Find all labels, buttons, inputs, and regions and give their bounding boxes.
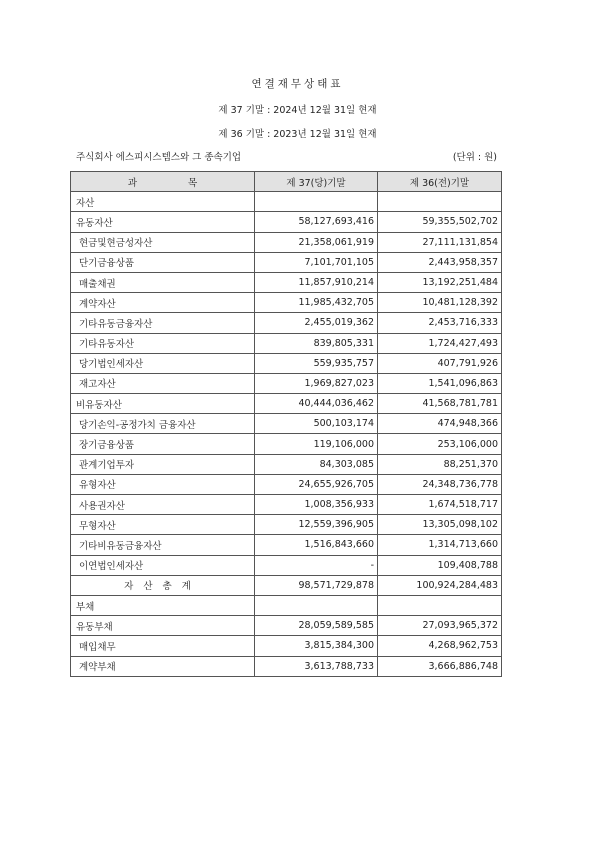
total-assets-row: [71, 575, 502, 595]
prior-value: 109,408,788: [378, 555, 502, 575]
row-label: 당기손익-공정가치 금융자산: [71, 414, 255, 434]
current-value: 58,127,693,416: [255, 212, 378, 232]
row-label: 자산총계: [71, 575, 255, 595]
row-label: 무형자산: [71, 515, 255, 535]
period-current: 제 37 기말 : 2024년 12월 31일 현재: [218, 105, 377, 116]
prior-value: 474,948,366: [378, 414, 502, 434]
current-value: 12,559,396,905: [255, 515, 378, 535]
current-value: 40,444,036,462: [255, 394, 378, 414]
current-value: 3,613,788,733: [255, 656, 378, 676]
row-label: 유형자산: [71, 474, 255, 494]
current-value: 1,008,356,933: [255, 495, 378, 515]
table-row: [71, 212, 502, 232]
current-value: 11,985,432,705: [255, 293, 378, 313]
current-value: 559,935,757: [255, 353, 378, 373]
current-value: [255, 595, 378, 615]
header-current-period: 제 37(당)기말: [255, 172, 378, 192]
company-name: 주식회사 에스피시스템스와 그 종속기업: [76, 152, 242, 163]
table-row: [71, 333, 502, 353]
table-row: [71, 656, 502, 676]
row-label: 비유동자산: [71, 394, 255, 414]
prior-value: 88,251,370: [378, 454, 502, 474]
table-row: [71, 616, 502, 636]
table-row: [71, 232, 502, 252]
prior-value: 41,568,781,781: [378, 394, 502, 414]
current-value: 119,106,000: [255, 434, 378, 454]
prior-value: 10,481,128,392: [378, 293, 502, 313]
balance-sheet-table: [70, 171, 502, 677]
prior-value: 13,192,251,484: [378, 272, 502, 292]
table-row: [71, 313, 502, 333]
row-label: 기타유동금융자산: [71, 313, 255, 333]
prior-value: [378, 192, 502, 212]
table-row: [71, 474, 502, 494]
row-label: 매출채권: [71, 272, 255, 292]
prior-value: 4,268,962,753: [378, 636, 502, 656]
table-row: [71, 272, 502, 292]
row-label: 유동자산: [71, 212, 255, 232]
row-label: 장기금융상품: [71, 434, 255, 454]
row-label: 자산: [71, 192, 255, 212]
prior-value: 2,453,716,333: [378, 313, 502, 333]
table-row: [71, 434, 502, 454]
current-value: 500,103,174: [255, 414, 378, 434]
table-row: [71, 353, 502, 373]
prior-value: [378, 595, 502, 615]
prior-value: 13,305,098,102: [378, 515, 502, 535]
current-value: 11,857,910,214: [255, 272, 378, 292]
current-value: 28,059,589,585: [255, 616, 378, 636]
prior-value: 3,666,886,748: [378, 656, 502, 676]
row-label: 관계기업투자: [71, 454, 255, 474]
row-label: 부채: [71, 595, 255, 615]
current-value: 2,455,019,362: [255, 313, 378, 333]
prior-value: 1,541,096,863: [378, 373, 502, 393]
row-label: 계약자산: [71, 293, 255, 313]
prior-value: 1,724,427,493: [378, 333, 502, 353]
prior-value: 59,355,502,702: [378, 212, 502, 232]
prior-value: 27,111,131,854: [378, 232, 502, 252]
current-value: 98,571,729,878: [255, 575, 378, 595]
row-label: 기타유동자산: [71, 333, 255, 353]
current-value: 21,358,061,919: [255, 232, 378, 252]
row-label: 유동부채: [71, 616, 255, 636]
prior-value: 1,674,518,717: [378, 495, 502, 515]
table-row: [71, 293, 502, 313]
table-row: [71, 495, 502, 515]
table-row: [71, 555, 502, 575]
current-value: 7,101,701,105: [255, 252, 378, 272]
prior-value: 27,093,965,372: [378, 616, 502, 636]
current-value: 1,516,843,660: [255, 535, 378, 555]
row-label: 사용권자산: [71, 495, 255, 515]
prior-value: 100,924,284,483: [378, 575, 502, 595]
prior-value: 24,348,736,778: [378, 474, 502, 494]
period-prior: 제 36 기말 : 2023년 12월 31일 현재: [218, 129, 377, 140]
current-value: 84,303,085: [255, 454, 378, 474]
row-label: 단기금융상품: [71, 252, 255, 272]
table-row: [71, 394, 502, 414]
section-row-liabilities: [71, 595, 502, 615]
table-row: [71, 636, 502, 656]
current-value: [255, 192, 378, 212]
table-row: [71, 454, 502, 474]
row-label: 현금및현금성자산: [71, 232, 255, 252]
row-label: 재고자산: [71, 373, 255, 393]
current-value: -: [255, 555, 378, 575]
table-row: [71, 535, 502, 555]
row-label: 매입채무: [71, 636, 255, 656]
statement-title: 연결재무상태표: [251, 78, 344, 90]
current-value: 839,805,331: [255, 333, 378, 353]
row-label: 당기법인세자산: [71, 353, 255, 373]
table-row: [71, 414, 502, 434]
table-header-row: [71, 172, 502, 192]
prior-value: 407,791,926: [378, 353, 502, 373]
section-row-assets: [71, 192, 502, 212]
unit-label: (단위 : 원): [452, 152, 497, 163]
header-prior-period: 제 36(전)기말: [378, 172, 502, 192]
current-value: 1,969,827,023: [255, 373, 378, 393]
row-label: 계약부채: [71, 656, 255, 676]
table-row: [71, 373, 502, 393]
row-label: 이연법인세자산: [71, 555, 255, 575]
table-row: [71, 252, 502, 272]
prior-value: 2,443,958,357: [378, 252, 502, 272]
prior-value: 1,314,713,660: [378, 535, 502, 555]
table-row: [71, 515, 502, 535]
prior-value: 253,106,000: [378, 434, 502, 454]
row-label: 기타비유동금융자산: [71, 535, 255, 555]
header-account: 과 목: [71, 172, 255, 192]
current-value: 3,815,384,300: [255, 636, 378, 656]
current-value: 24,655,926,705: [255, 474, 378, 494]
